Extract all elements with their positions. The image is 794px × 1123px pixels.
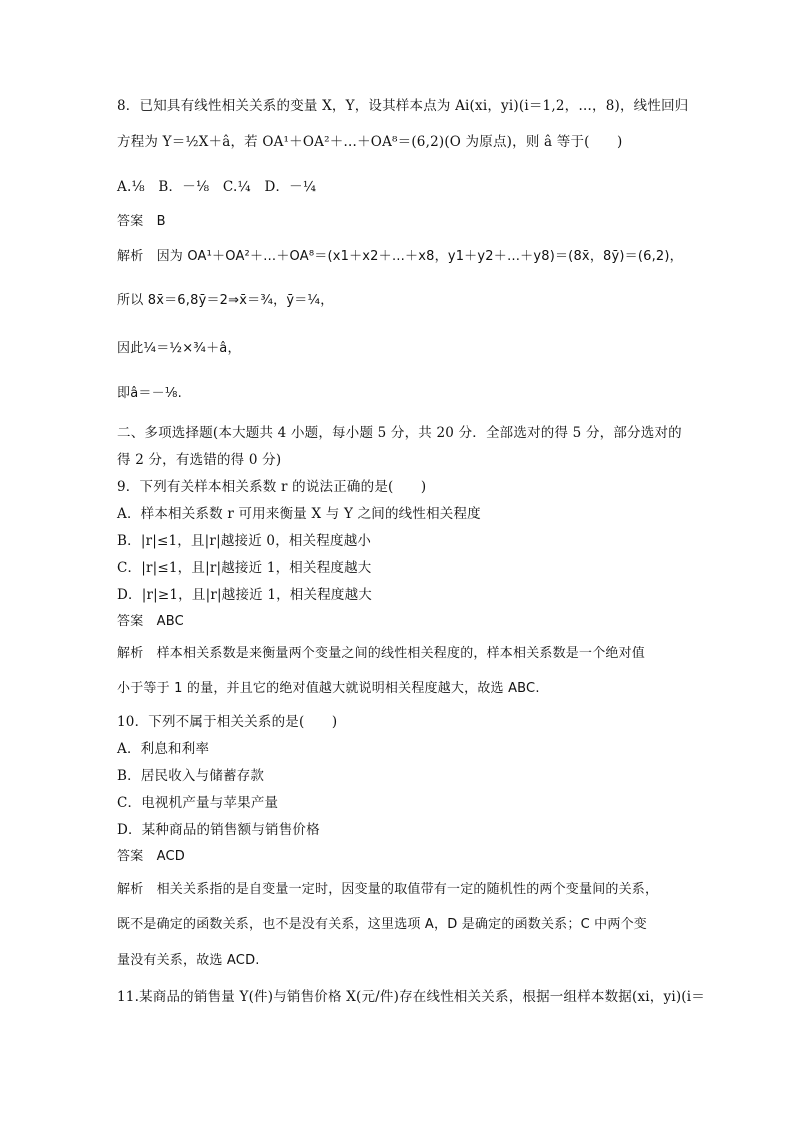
text-line: 解析 因为 OA¹＋OA²＋…＋OA⁸＝(x1＋x2＋…＋x8，y1＋y2＋…＋y8)＝(8x̄，8ȳ)＝(6,2)，	[117, 249, 683, 264]
text-line: 方程为 Y＝½X＋â，若 OA¹＋OA²＋…＋OA⁸＝(6,2)(O 为原点)，则 â 等于( )	[117, 134, 623, 150]
text-line: C．|r|≤1，且|r|越接近 1，相关程度越大	[117, 560, 372, 576]
text-line: 二、多项选择题(本大题共 4 小题，每小题 5 分，共 20 分．全部选对的得 5 分，部分选对的	[117, 425, 682, 441]
text-line: 9．下列有关样本相关系数 r 的说法正确的是( )	[117, 479, 427, 495]
text-line: 即â＝－⅛.	[117, 386, 182, 401]
text-line: 得 2 分，有选错的得 0 分)	[117, 452, 282, 468]
text-line: A.⅛ B．－⅛ C.¼ D．－¼	[117, 179, 317, 195]
text-line: C．电视机产量与苹果产量	[117, 795, 279, 811]
text-line: A．利息和利率	[117, 741, 210, 757]
text-line: 既不是确定的函数关系，也不是没有关系，这里选项 A，D 是确定的函数关系；C 中两个变	[117, 917, 647, 932]
text-line: D．某种商品的销售额与销售价格	[117, 822, 320, 838]
text-line: B．|r|≤1，且|r|越接近 0，相关程度越小	[117, 533, 372, 549]
text-line: 11.某商品的销售量 Y(件)与销售价格 X(元/件)存在线性相关关系，根据一组样本数据(xi，yi)(i＝	[117, 989, 705, 1005]
text-line: 10．下列不属于相关关系的是( )	[117, 714, 338, 730]
text-line: 小于等于 1 的量，并且它的绝对值越大就说明相关程度越大，故选 ABC.	[117, 681, 540, 696]
text-line: 因此¼＝½×¾＋â，	[117, 341, 241, 356]
text-line: D．|r|≥1，且|r|越接近 1，相关程度越大	[117, 587, 373, 603]
text-line: B．居民收入与储蓄存款	[117, 768, 265, 784]
text-line: 答案 ABC	[117, 614, 184, 629]
text-line: 答案 ACD	[117, 849, 185, 864]
text-line: 所以 8x̄＝6,8ȳ＝2⇒x̄＝¾，ȳ＝¼，	[117, 293, 334, 308]
text-line: 8．已知具有线性相关关系的变量 X，Y，设其样本点为 Ai(xi，yi)(i＝1,2，…，8)，线性回归	[117, 98, 689, 114]
text-line: A．样本相关系数 r 可用来衡量 X 与 Y 之间的线性相关程度	[117, 506, 481, 522]
text-line: 量没有关系，故选 ACD.	[117, 953, 260, 968]
text-line: 解析 样本相关系数是来衡量两个变量之间的线性相关程度的，样本相关系数是一个绝对值	[117, 646, 646, 661]
text-line: 答案 B	[117, 214, 166, 229]
text-line: 解析 相关关系指的是自变量一定时，因变量的取值带有一定的随机性的两个变量间的关系，	[117, 882, 659, 897]
